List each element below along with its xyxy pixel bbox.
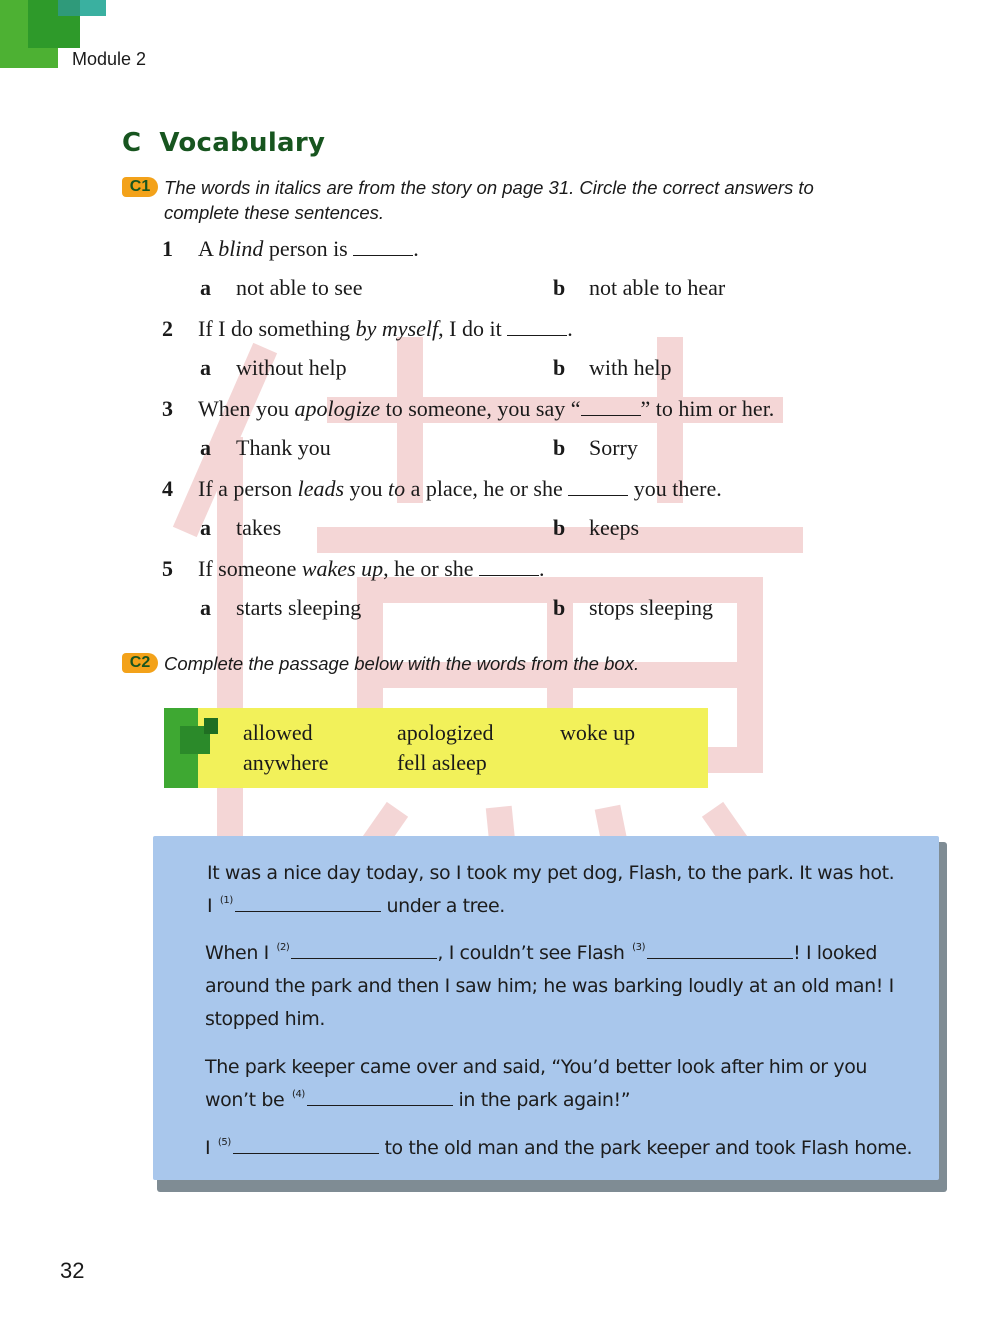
passage-text: When I bbox=[205, 942, 269, 964]
option-text: keeps bbox=[589, 515, 640, 540]
passage-line-blank-2-3 bbox=[205, 942, 877, 964]
blank-number: (4) bbox=[291, 1089, 305, 1100]
passage-text: ! I looked bbox=[793, 942, 877, 964]
option-letter: a bbox=[200, 355, 211, 380]
passage-line-blank-4 bbox=[205, 1089, 630, 1111]
question-text: . bbox=[539, 556, 545, 581]
passage-text: in the park again!” bbox=[458, 1089, 631, 1111]
question-number: 5 bbox=[162, 556, 173, 581]
answer-blank bbox=[507, 318, 567, 336]
passage-blank-2[interactable] bbox=[291, 943, 437, 959]
question-text: , I do it bbox=[438, 316, 502, 341]
question-2 bbox=[162, 316, 573, 342]
passage-text: to the old man and the park keeper and took Flash home. bbox=[384, 1137, 913, 1159]
option-text: not able to hear bbox=[589, 275, 726, 300]
option-4a[interactable] bbox=[200, 515, 281, 541]
blank-number: (1) bbox=[219, 895, 233, 906]
passage-blank-5[interactable] bbox=[233, 1138, 379, 1154]
question-text: If someone bbox=[198, 556, 302, 581]
word-box bbox=[164, 708, 708, 788]
option-text: with help bbox=[589, 355, 672, 380]
section-letter: C bbox=[122, 128, 142, 158]
answer-blank bbox=[568, 478, 628, 496]
section-title bbox=[122, 128, 325, 158]
answer-blank bbox=[353, 238, 413, 256]
blank-number: (3) bbox=[632, 942, 646, 953]
question-italic-word: apologize bbox=[294, 396, 381, 421]
passage-text: I bbox=[205, 1137, 211, 1159]
option-letter: a bbox=[200, 435, 211, 460]
word-anywhere: anywhere bbox=[243, 750, 329, 775]
question-1 bbox=[162, 236, 419, 262]
section-title-text: Vocabulary bbox=[159, 128, 326, 158]
option-2b[interactable] bbox=[553, 355, 672, 381]
word-apologized: apologized bbox=[397, 720, 494, 745]
option-letter: a bbox=[200, 275, 211, 300]
option-text: takes bbox=[236, 515, 282, 540]
c2-badge: C2 bbox=[122, 653, 158, 673]
question-text: you there. bbox=[628, 476, 722, 501]
c2-instruction: Complete the passage below with the words from the box. bbox=[164, 653, 640, 674]
option-text: not able to see bbox=[236, 275, 363, 300]
question-text: A bbox=[198, 236, 219, 261]
question-text: ” to him or her. bbox=[640, 396, 775, 421]
passage-text: , I couldn’t see Flash bbox=[437, 942, 625, 964]
blank-number: (2) bbox=[276, 942, 290, 953]
option-text: Sorry bbox=[589, 435, 638, 460]
question-text: you bbox=[344, 476, 389, 501]
passage-blank-3[interactable] bbox=[647, 943, 793, 959]
c1-badge: C1 bbox=[122, 177, 158, 197]
passage-text: I bbox=[207, 895, 213, 917]
option-letter: b bbox=[553, 515, 566, 540]
question-text: to someone, you say “ bbox=[380, 396, 581, 421]
passage-line-blank-5 bbox=[205, 1137, 912, 1159]
question-italic-word: blind bbox=[218, 236, 264, 261]
option-2a[interactable] bbox=[200, 355, 347, 381]
option-1a[interactable] bbox=[200, 275, 362, 301]
c1-instruction bbox=[164, 175, 814, 225]
passage-text: under a tree. bbox=[386, 895, 505, 917]
module-label: Module 2 bbox=[72, 49, 147, 69]
question-italic-word: wakes up bbox=[301, 556, 384, 581]
option-letter: b bbox=[553, 355, 566, 380]
question-text: , he or she bbox=[383, 556, 474, 581]
answer-blank bbox=[479, 558, 539, 576]
option-letter: a bbox=[200, 595, 211, 620]
question-number: 3 bbox=[162, 396, 173, 421]
passage-line: around the park and then I saw him; he was barking loudly at an old man! I bbox=[205, 975, 894, 997]
option-3a[interactable] bbox=[200, 435, 331, 461]
question-5 bbox=[162, 556, 545, 582]
c1-instruction-line1: The words in italics are from the story on page 31. Circle the correct answers to bbox=[164, 177, 814, 198]
option-text: without help bbox=[236, 355, 347, 380]
passage-line: The park keeper came over and said, “You’d better look after him or you bbox=[205, 1056, 868, 1078]
question-italic-word: leads bbox=[297, 476, 345, 501]
question-text: . bbox=[413, 236, 419, 261]
option-text: Thank you bbox=[236, 435, 331, 460]
question-text: If I do something bbox=[198, 316, 356, 341]
option-text: starts sleeping bbox=[236, 595, 362, 620]
passage-blank-4[interactable] bbox=[307, 1090, 453, 1106]
option-letter: a bbox=[200, 515, 211, 540]
passage-line: stopped him. bbox=[205, 1008, 325, 1030]
question-text: . bbox=[567, 316, 573, 341]
option-letter: b bbox=[553, 275, 566, 300]
option-4b[interactable] bbox=[553, 515, 639, 541]
question-text: person is bbox=[263, 236, 348, 261]
option-letter: b bbox=[553, 435, 566, 460]
question-number: 2 bbox=[162, 316, 173, 341]
passage-line-blank-1 bbox=[207, 895, 505, 917]
option-1b[interactable] bbox=[553, 275, 725, 301]
passage-card bbox=[153, 836, 945, 1188]
option-3b[interactable] bbox=[553, 435, 638, 461]
question-text: When you bbox=[198, 396, 295, 421]
question-number: 1 bbox=[162, 236, 173, 261]
option-letter: b bbox=[553, 595, 566, 620]
c1-instruction-line2: complete these sentences. bbox=[164, 202, 385, 223]
word-allowed: allowed bbox=[243, 720, 313, 745]
word-woke-up: woke up bbox=[560, 720, 636, 745]
passage-line: It was a nice day today, so I took my pet dog, Flash, to the park. It was hot. bbox=[207, 862, 895, 884]
question-text: If a person bbox=[198, 476, 298, 501]
answer-blank bbox=[581, 398, 641, 416]
passage-blank-1[interactable] bbox=[235, 896, 381, 912]
page-number: 32 bbox=[60, 1258, 85, 1283]
option-5a[interactable] bbox=[200, 595, 361, 621]
word-fell-asleep: fell asleep bbox=[397, 750, 487, 775]
question-4 bbox=[162, 476, 722, 502]
question-italic-word: by myself bbox=[355, 316, 439, 341]
question-number: 4 bbox=[162, 476, 173, 501]
passage-text: won’t be bbox=[205, 1089, 285, 1111]
option-5b[interactable] bbox=[553, 595, 713, 621]
question-3 bbox=[162, 396, 774, 422]
blank-number: (5) bbox=[217, 1137, 231, 1148]
option-text: stops sleeping bbox=[589, 595, 714, 620]
question-italic-word: to bbox=[388, 476, 406, 501]
question-text: a place, he or she bbox=[405, 476, 563, 501]
